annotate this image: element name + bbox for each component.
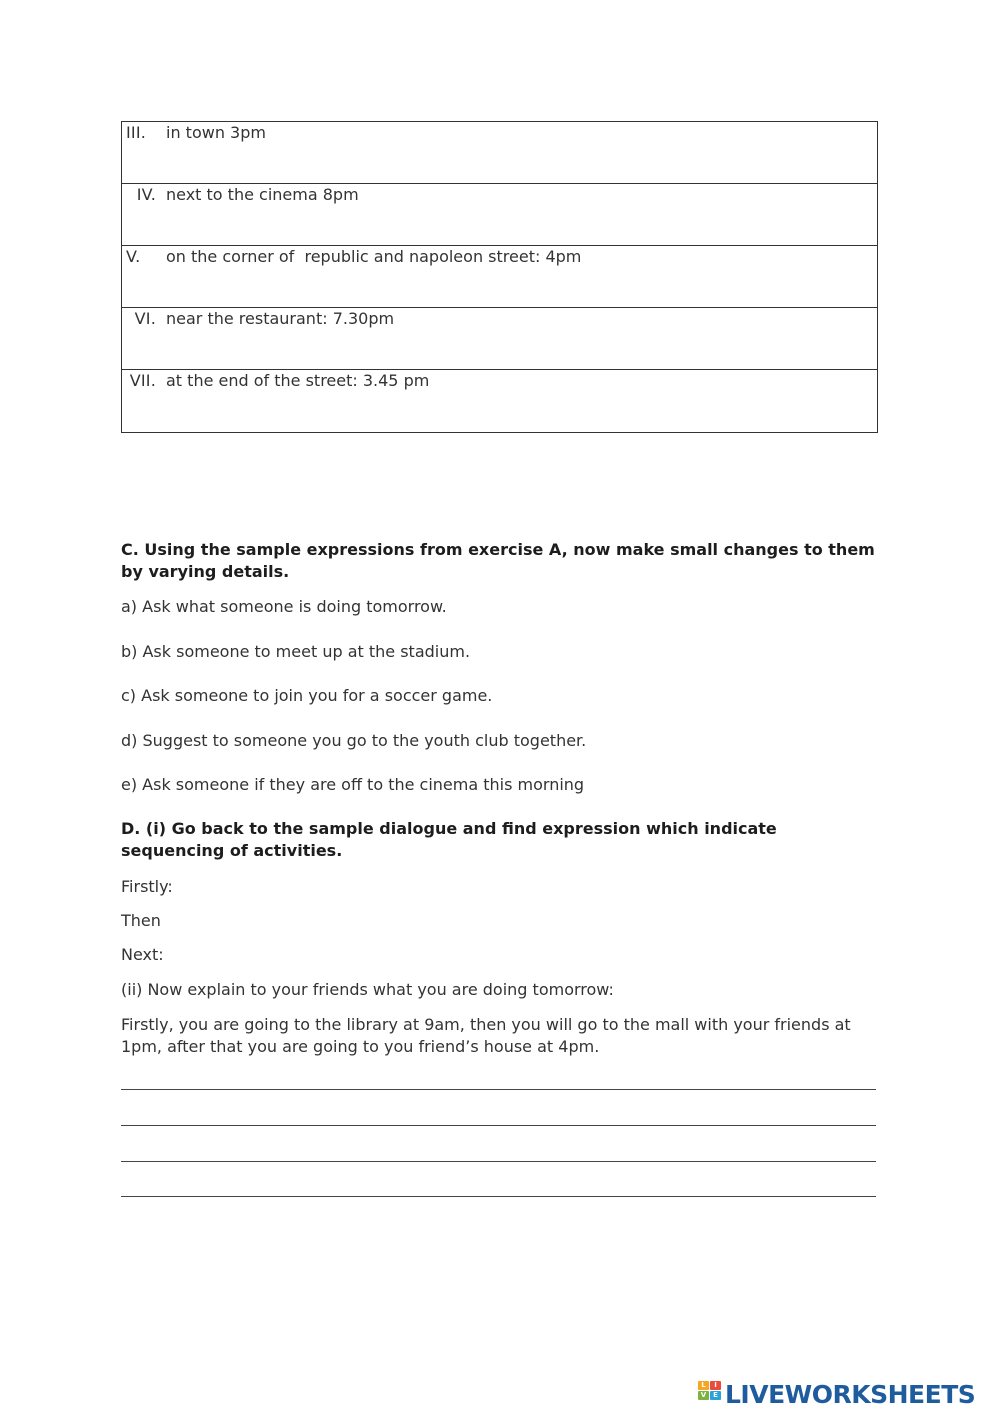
table-row <box>122 308 877 370</box>
liveworksheets-logo <box>698 1376 975 1412</box>
logo-mark-tile: I <box>710 1381 721 1390</box>
logo-mark-tile: V <box>698 1391 709 1400</box>
section-c-item-d: d) Suggest to someone you go to the youth club together. <box>121 731 587 750</box>
answer-line[interactable] <box>121 1161 876 1162</box>
table-row <box>122 184 877 246</box>
section-d-part-ii-prompt: (ii) Now explain to your friends what you are doing tomorrow: <box>121 980 614 999</box>
table-row <box>122 122 877 184</box>
row-text: on the corner of republic and napoleon street: 4pm <box>166 247 582 266</box>
location-time-table <box>121 121 878 433</box>
logo-mark-icon <box>698 1379 722 1409</box>
logo-mark-tile: L <box>698 1381 709 1390</box>
answer-line[interactable] <box>121 1196 876 1197</box>
table-row <box>122 246 877 308</box>
sequence-word-then: Then <box>121 911 161 930</box>
section-d-paragraph: Firstly, you are going to the library at 9am, then you will go to the mall with your friends at 1pm, after that you are going to you friend’s house at 4pm. <box>121 1015 851 1056</box>
section-d-heading: D. (i) Go back to the sample dialogue and find expression which indicate sequencing of activities. <box>121 819 777 860</box>
logo-text: LIVEWORKSHEETS <box>725 1379 976 1409</box>
section-c-item-e: e) Ask someone if they are off to the cinema this morning <box>121 775 585 794</box>
row-number: III. <box>126 123 147 142</box>
table-row <box>122 370 877 432</box>
row-number: V. <box>126 247 141 266</box>
answer-line[interactable] <box>121 1089 876 1090</box>
sequence-word-next: Next: <box>121 945 164 964</box>
section-c-item-c: c) Ask someone to join you for a soccer game. <box>121 686 493 705</box>
row-number: VI. <box>134 309 156 328</box>
row-text: next to the cinema 8pm <box>166 185 359 204</box>
row-number: IV. <box>136 185 156 204</box>
row-text: near the restaurant: 7.30pm <box>166 309 395 328</box>
row-text: at the end of the street: 3.45 pm <box>166 371 430 390</box>
sequence-word-firstly: Firstly: <box>121 877 173 896</box>
row-number: VII. <box>129 371 156 390</box>
answer-line[interactable] <box>121 1125 876 1126</box>
row-text: in town 3pm <box>166 123 266 142</box>
section-c-item-b: b) Ask someone to meet up at the stadium. <box>121 642 471 661</box>
section-c-item-a: a) Ask what someone is doing tomorrow. <box>121 597 447 616</box>
logo-mark-tile: E <box>710 1391 721 1400</box>
section-c-heading: C. Using the sample expressions from exercise A, now make small changes to them by varying details. <box>121 540 875 581</box>
